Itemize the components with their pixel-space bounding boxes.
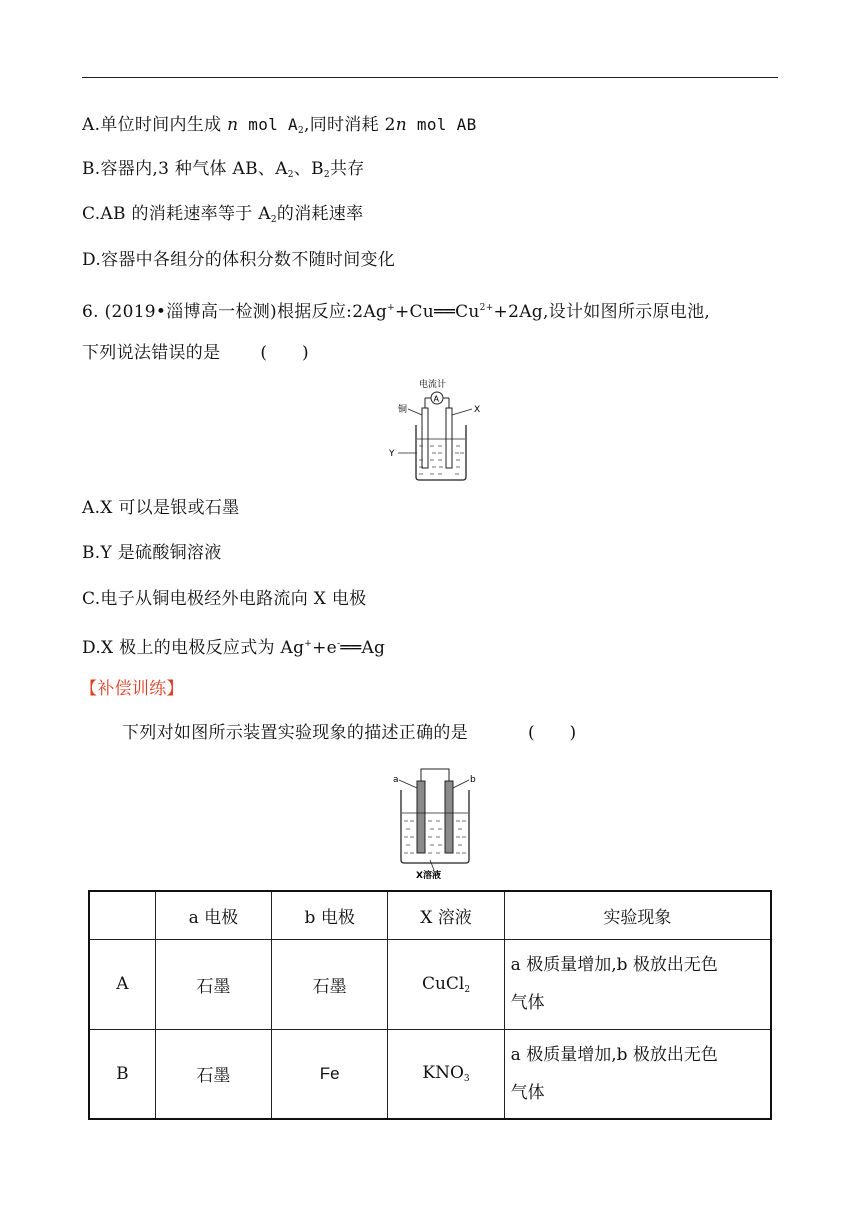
table-header: [89, 891, 155, 939]
row-label: A: [89, 939, 155, 1029]
experiment-table: [88, 890, 772, 1120]
electrolysis-figure: [390, 766, 480, 882]
table-header: b 电极: [272, 891, 388, 939]
ammeter-letter: A: [433, 394, 439, 404]
electrode-b: [445, 781, 453, 853]
q6-stem-line1: 6. (2019•淄博高一检测)根据反应$:2Ag^++Cu══Cu^{2+}+2Ag$,设计如图所示原电池,: [82, 302, 711, 322]
q5-option-d: D.容器中各组分的体积分数不随时间变化: [82, 250, 396, 270]
beaker: [401, 790, 469, 863]
supplement-stem: 下列对如图所示装置实验现象的描述正确的是 ( ): [122, 723, 577, 743]
table-header-row: [89, 891, 771, 939]
q5-option-b: B.容器内,3 种气体 AB、$A_2$、$B_2$共存: [82, 159, 365, 180]
header-rule: [82, 77, 778, 78]
solution-label: X溶液: [416, 871, 441, 881]
table-header: 实验现象: [504, 891, 771, 939]
table-header: X 溶液: [388, 891, 504, 939]
answer-paren: ( ): [260, 343, 309, 363]
copper-electrode: [422, 408, 428, 468]
table-row: [89, 939, 771, 1029]
q6-option-c: C.电子从铜电极经外电路流向 X 电极: [82, 589, 367, 609]
electrode-a: [417, 781, 425, 853]
electrode-a-label: a: [393, 775, 399, 785]
q5-option-a: A.单位时间内生成 n mol $A_2$,同时消耗 2n mol AB: [82, 115, 477, 136]
q6-option-b: B.Y 是硫酸铜溶液: [82, 543, 222, 563]
cell-electrode-b: 石墨: [272, 939, 388, 1029]
x-label: X: [474, 405, 481, 415]
x-electrode: [446, 408, 452, 468]
supplement-heading: 【补偿训练】: [80, 679, 184, 699]
table-row: [89, 1029, 771, 1119]
q6-stem-line2: 下列说法错误的是 ( ): [82, 343, 309, 363]
cell-solution: CuCl$_2$: [388, 939, 504, 1029]
table-header: a 电极: [155, 891, 271, 939]
row-label: B: [89, 1029, 155, 1119]
answer-paren: ( ): [528, 723, 577, 743]
cell-electrode-a: 石墨: [155, 939, 271, 1029]
cell-phenomenon: a 极质量增加,b 极放出无色 气体: [504, 1029, 771, 1119]
cell-solution: $KNO_3$: [388, 1029, 504, 1119]
meter-label: 电流计: [419, 380, 447, 390]
electrode-b-label: b: [470, 775, 476, 785]
copper-label: 铜: [398, 405, 408, 415]
cell-electrode-a: 石墨: [155, 1029, 271, 1119]
q5-option-c: C.AB 的消耗速率等于 $A_2$的消耗速率: [82, 204, 364, 225]
cell-phenomenon: a 极质量增加,b 极放出无色 气体: [504, 939, 771, 1029]
galvanic-cell-figure: [382, 375, 492, 485]
q6-option-d: D.X 极上的电极反应式为 Ag++e-══Ag: [82, 638, 386, 658]
cell-electrode-b: Fe: [272, 1029, 388, 1119]
solution-label: Y: [389, 449, 395, 459]
q6-option-a: A.X 可以是银或石墨: [82, 498, 240, 518]
